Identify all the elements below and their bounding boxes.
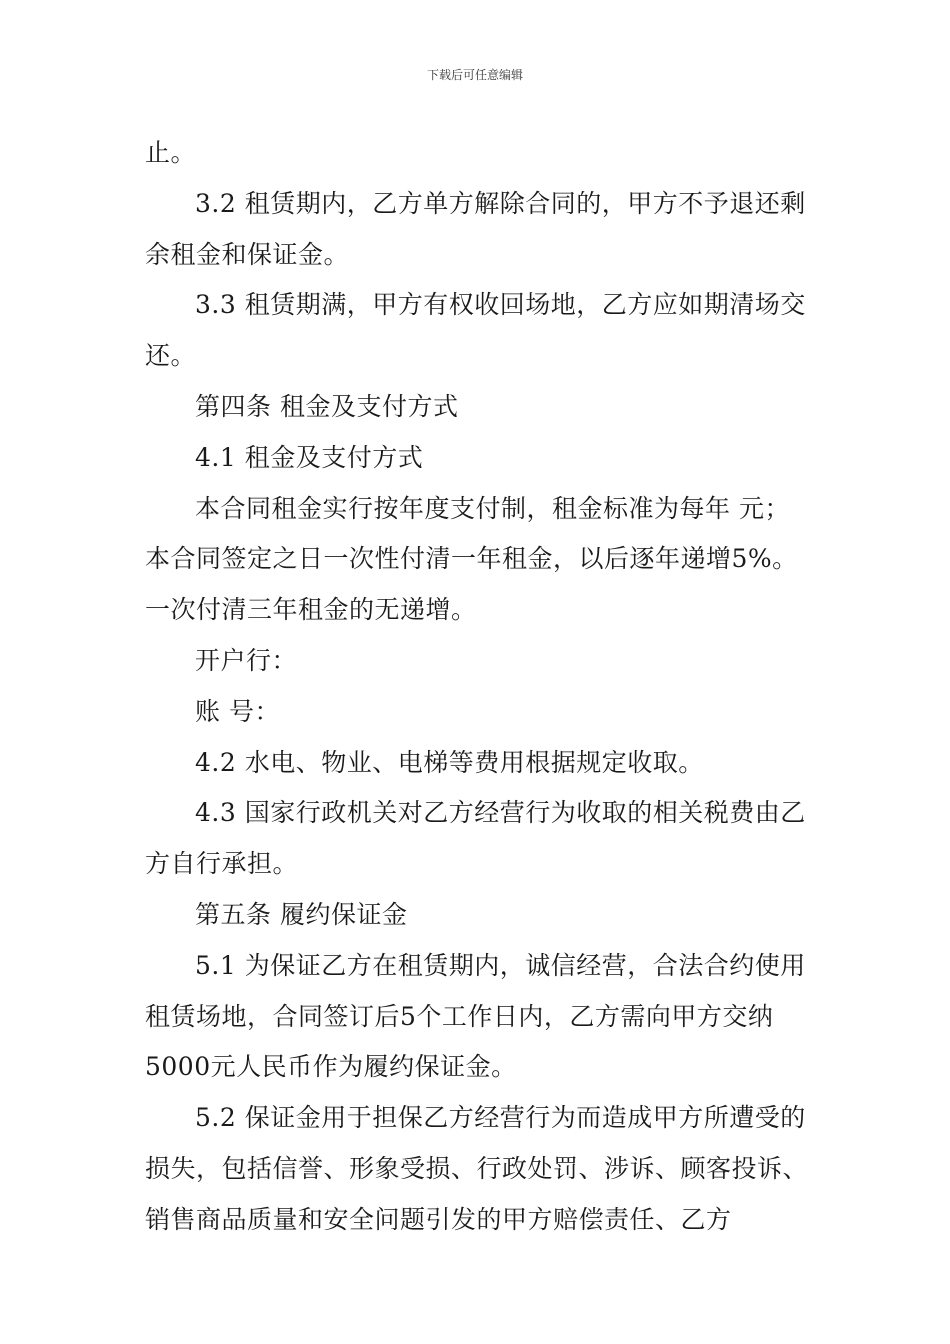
article-5-heading: 第五条 履约保证金 xyxy=(195,899,408,929)
paragraph-continuation: 止。 xyxy=(145,138,197,167)
clause-5-2: 5.2 保证金用于担保乙方经营行为而造成甲方所遭受的损失，包括信誉、形象受损、行政处罚、涉诉、顾客投诉、销售商品质量和安全问题引发的甲方赔偿责任、乙方 xyxy=(145,1103,809,1234)
page-header: 下载后可任意编辑 xyxy=(426,68,523,82)
clause-4-1-body: 本合同租金实行按年度支付制，租金标准为每年 元；本合同签定之日一次性付清一年租金，以后逐年递增5%。一次付清三年租金的无递增。 xyxy=(145,493,798,625)
clause-4-1-heading: 4.1 租金及支付方式 xyxy=(195,442,424,472)
account-field: 账 号： xyxy=(195,696,280,726)
article-4-heading: 第四条 租金及支付方式 xyxy=(195,391,459,421)
document-body xyxy=(145,128,810,1246)
clause-4-3: 4.3 国家行政机关对乙方经营行为收取的相关税费由乙方自行承担。 xyxy=(145,798,806,879)
clause-3-2: 3.2 租赁期内，乙方单方解除合同的，甲方不予退还剩余租金和保证金。 xyxy=(145,188,806,269)
clause-3-3: 3.3 租赁期满，甲方有权收回场地，乙方应如期清场交还。 xyxy=(145,290,806,371)
bank-field: 开户行： xyxy=(195,645,298,675)
clause-5-1: 5.1 为保证乙方在租赁期内，诚信经营，合法合约使用租赁场地，合同签订后5个工作日内，乙方需向甲方交纳5000元人民币作为履约保证金。 xyxy=(145,950,806,1082)
clause-4-2: 4.2 水电、物业、电梯等费用根据规定收取。 xyxy=(195,747,704,777)
